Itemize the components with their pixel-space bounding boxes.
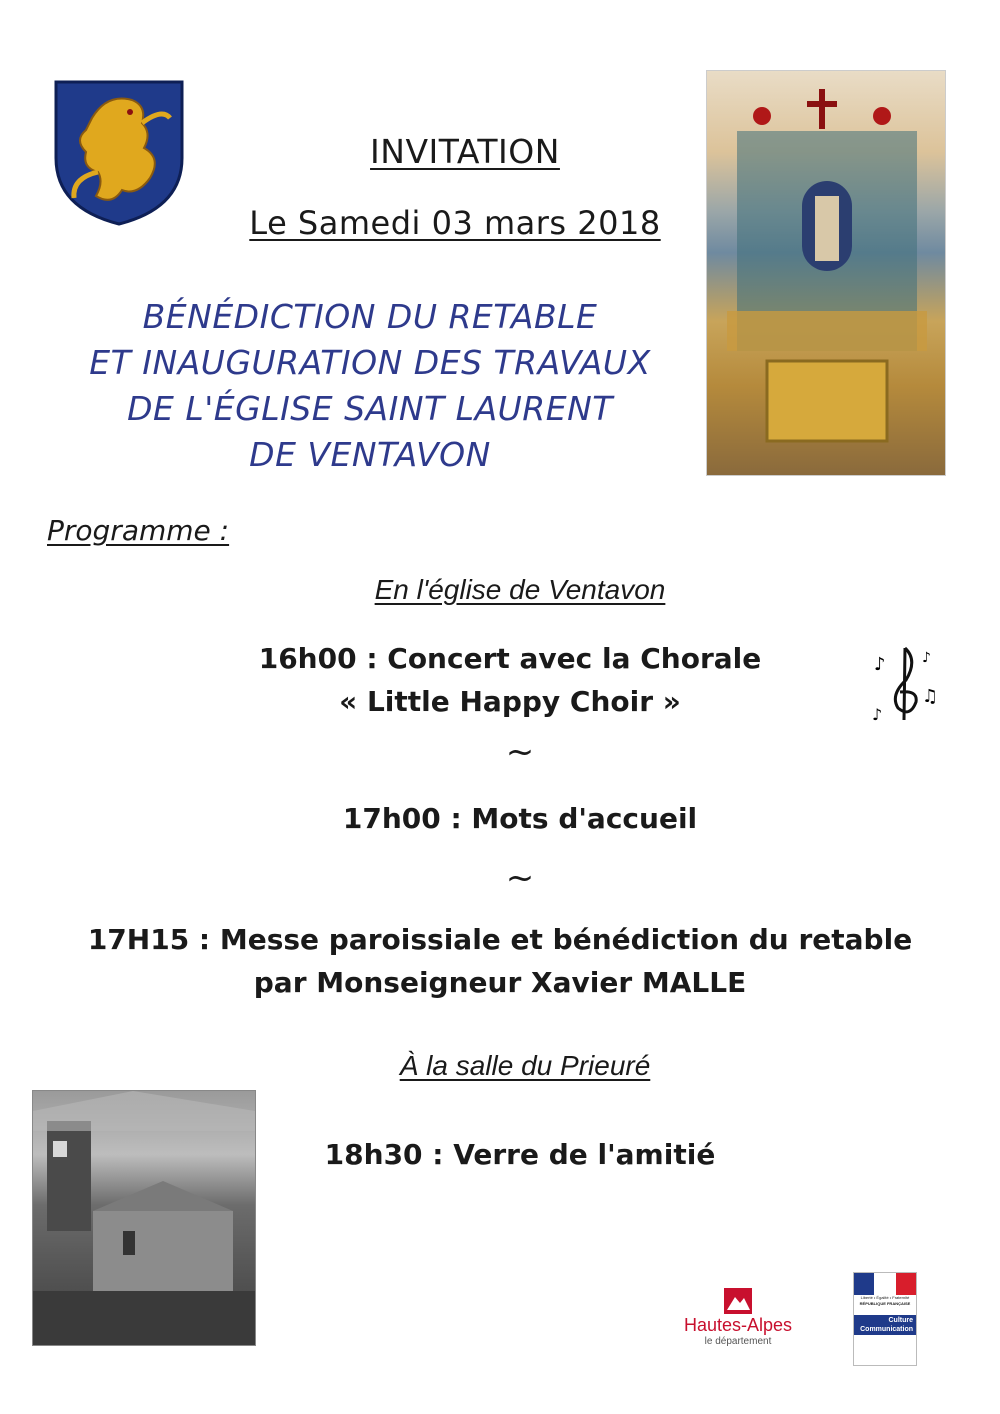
ministry-name-1: Culture: [888, 1317, 913, 1324]
separator-2: ~: [505, 858, 535, 898]
department-logo: [668, 1288, 808, 1348]
drink-item: 18h30 : Verre de l'amitié: [324, 1138, 716, 1171]
altar-photo: [706, 70, 946, 476]
svg-text:♪: ♪: [872, 705, 883, 724]
ministry-name-2: Communication: [860, 1326, 913, 1333]
village-photo: [32, 1090, 256, 1346]
mass-line-1: 17H15 : Messe paroissiale et bénédiction du retable: [87, 923, 913, 956]
music-notes-icon: [870, 640, 940, 725]
page-heading: INVITATION: [370, 132, 560, 171]
mass-item: [60, 918, 940, 1004]
title-line-2: ET INAUGURATION DES TRAVAUX: [89, 343, 651, 382]
mountain-logo-icon: [724, 1288, 752, 1314]
svg-text:♫: ♫: [922, 686, 939, 707]
department-name: Hautes-Alpes: [683, 1315, 793, 1335]
section-priory: À la salle du Prieuré: [399, 1050, 651, 1081]
event-title: [40, 294, 700, 478]
welcome-item: 17h00 : Mots d'accueil: [342, 802, 698, 835]
svg-text:♪: ♪: [922, 650, 931, 666]
ministry-logo: [853, 1272, 917, 1366]
ministry-republic: RÉPUBLIQUE FRANÇAISE: [859, 1301, 911, 1306]
programme-label: Programme :: [47, 514, 230, 547]
section-church: En l'église de Ventavon: [374, 574, 666, 605]
ministry-band: [854, 1315, 916, 1335]
marianne-flag-icon: [854, 1273, 916, 1295]
ministry-motto: Liberté • Égalité • Fraternité: [860, 1295, 910, 1300]
coat-of-arms: [52, 78, 186, 228]
concert-item: [200, 637, 820, 723]
title-line-3: DE L'ÉGLISE SAINT LAURENT: [127, 389, 613, 428]
mass-line-2: par Monseigneur Xavier MALLE: [253, 966, 747, 999]
svg-text:♪: ♪: [874, 654, 886, 675]
department-sub: le département: [704, 1336, 772, 1347]
separator-1: ~: [505, 732, 535, 772]
concert-line-2: « Little Happy Choir »: [339, 685, 681, 718]
title-line-1: BÉNÉDICTION DU RETABLE: [142, 297, 598, 336]
church-village-icon: [33, 1091, 255, 1345]
event-date: Le Samedi 03 mars 2018: [249, 204, 661, 242]
title-line-4: DE VENTAVON: [249, 435, 491, 474]
altarpiece-icon: [707, 71, 945, 475]
lion-shield-icon: [52, 78, 186, 228]
concert-line-1: 16h00 : Concert avec la Chorale: [258, 642, 762, 675]
